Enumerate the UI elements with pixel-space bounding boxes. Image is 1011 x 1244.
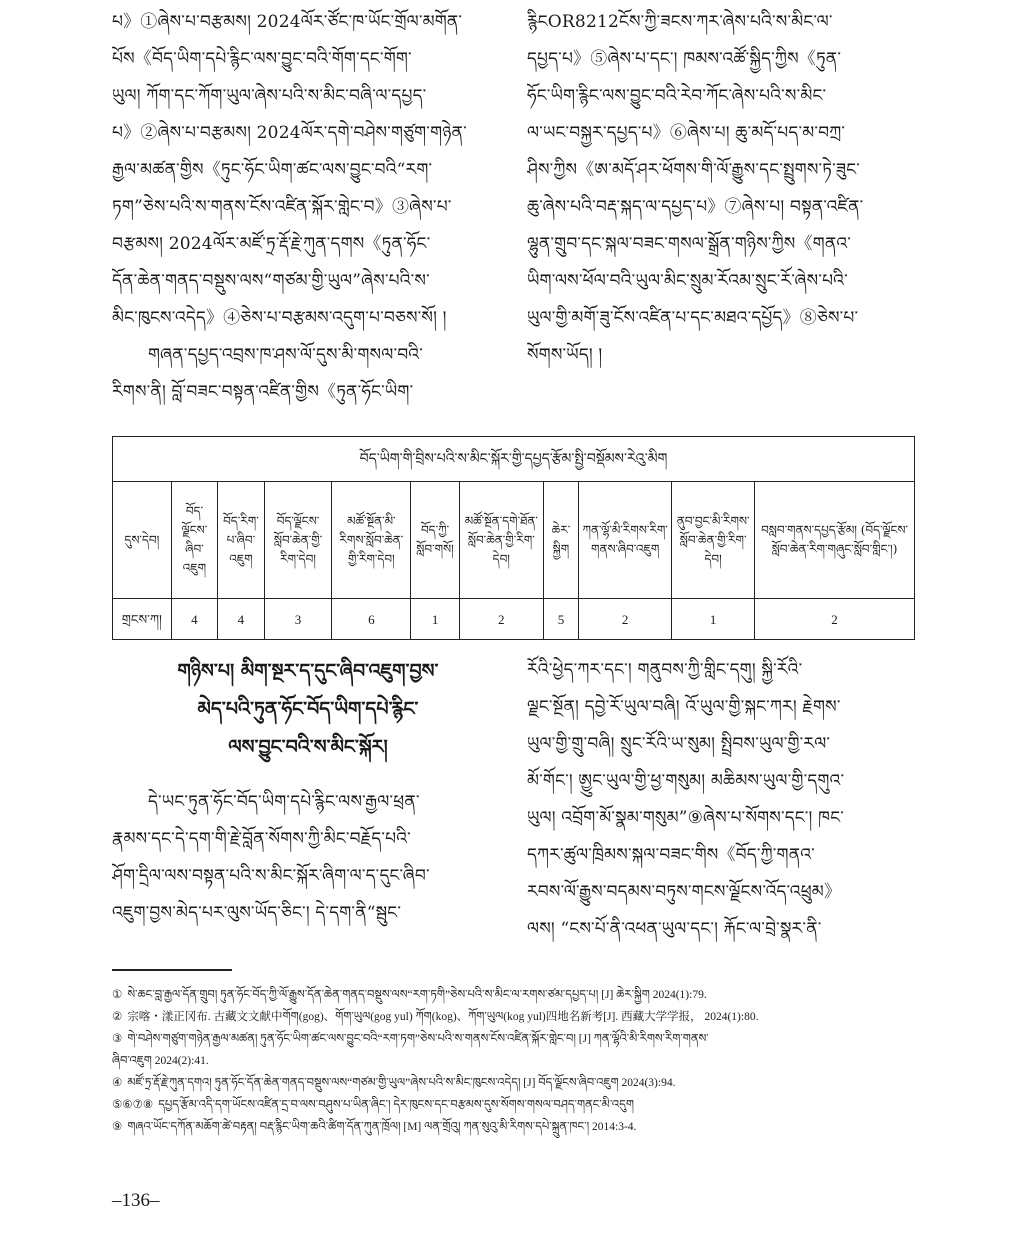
- body-line: ཡུལ། ཀོག་དང་ཀོག་ཡུལ་ཞེས་པའི་ས་མིང་བཞི་ལ་དཔྱད་: [112, 86, 427, 106]
- table-cell: 1: [672, 599, 755, 640]
- body-line: རྙིངOR8212ངོས་ཀྱི་ཟངས་ཀར་ཞེས་པའི་ས་མིང་ལ་: [527, 12, 833, 32]
- table-cell: 4: [171, 599, 218, 640]
- footnote-text: དཔྱད་རྩོམ་འདི་དག་ཡོངས་འཛིན་དྲ་བ་ལས་བཤུས་པ་ཡིན་ཞིང་། དེར་ཁུངས་དང་བརྩམས་དུས་སོགས་གསལ་བཤད་གནང་མི་འདུག: [158, 1099, 634, 1111]
- body-line: དཔྱད་པ》⑤ཞེས་པ་དང་། ཁམས་འཚོ་སྐྱིད་ཀྱིས《ཏུན་: [527, 49, 842, 69]
- body-line: རབས་ལོ་རྒྱུས་བདམས་བཏུས་གངས་ལྗོངས་འོད་འཕྲུམ》: [527, 882, 842, 902]
- body-line: ལས། “ངས་པོ་ནི་འཕན་ཡུལ་དང་། རྐོང་ལ་བྲེ་སྣར་ནི་: [527, 919, 822, 939]
- footnote-3: [112, 1028, 917, 1050]
- row-header-label: དུས་དེབ།: [113, 482, 172, 599]
- column-header: བོད་ལྗོངས་སློབ་ཆེན་གྱི་རིག་དེབ།: [264, 482, 332, 599]
- column-header: ཆེར་སྐྱིག: [543, 482, 578, 599]
- footnote-marker: ①: [112, 989, 123, 1001]
- body-line: པོས《བོད་ཡིག་དཔེ་རྙིང་ལས་བྱུང་བའི་གོག་དང་གོག་: [112, 49, 412, 69]
- column-header: མཚོ་སྔོན་དགེ་ཐོན་སློབ་ཆེན་གྱི་རིག་དེབ།: [459, 482, 543, 599]
- body-line: ལ་ཡང་བསྐྱར་དཔྱད་པ》⑥ཞེས་པ། ཆུ་མདོ་པད་མ་བཀྲ་: [527, 123, 846, 143]
- body-line: འཇུག་བྱས་མེད་པར་ལུས་ཡོད་ཅིང་། དེ་དག་ནི“སྦུང་: [112, 903, 402, 923]
- footnote-marker: ④: [112, 1077, 123, 1089]
- table-cell: 6: [332, 599, 411, 640]
- footnotes: [112, 984, 917, 1138]
- column-header: བོད་ཀྱི་སློབ་གསོ།: [411, 482, 460, 599]
- footnote-divider: [112, 969, 232, 971]
- body-line: རིགས་ནི། བློ་བཟང་བསྟན་འཛིན་གྱིས《ཏུན་ཧོང་ཡིག་: [112, 382, 414, 402]
- table-header-row: [113, 482, 915, 599]
- column-header: མཚོ་སྔོན་མི་རིགས་སློབ་ཆེན་གྱི་རིག་དེབ།: [332, 482, 411, 599]
- column-header: ནུབ་བྱང་མི་རིགས་སློབ་ཆེན་གྱི་རིག་དེབ།: [672, 482, 755, 599]
- footnote-marker: ③: [112, 1033, 123, 1045]
- body-line: པ》①ཞེས་པ་བརྩམས། 2024ལོར་ཙོང་ཁ་ཡོང་གྲོལ་མགོན་: [112, 12, 463, 32]
- body-line: སོགས་ཡོད། །: [527, 345, 603, 365]
- section-heading: [112, 652, 504, 766]
- body-line: མོ་གོང་། ཨྱུང་ཡུལ་གྱི་ཕྱ་གསུམ། མཆིམས་ཡུལ་གྱི་དགུའ་: [527, 771, 845, 791]
- footnote-text: 宗喀・漾正冈布. 古藏文文献中གོག(gog)、གོག་ཡུལ(gog yul) ཀོག(kog)、ཀོག་ཡུལ(kog yul)四地名新考[J]. 西藏大学学报， 2024(1):80.: [127, 1011, 759, 1023]
- table-cell: 1: [411, 599, 460, 640]
- body-line: ལྷུན་གྲུབ་དང་སྐལ་བཟང་གསལ་སྒྲོན་གཉིས་ཀྱིས《གནའ་: [527, 234, 852, 254]
- footnote-marker: ⑤⑥⑦⑧: [112, 1099, 154, 1111]
- body-line: ལྗང་སྔོན། དབྱེ་རོ་ཡུལ་བཞི། འོ་ཡུལ་གྱི་སྐང་ཀར། རྗེགས་: [527, 697, 841, 717]
- table-cell: 4: [218, 599, 265, 640]
- footnote-marker: ②: [112, 1011, 123, 1023]
- body-line: ཤིས་ཀྱིས《ཨ་མདོ་ཤར་ཕོགས་གི་ལོ་རྒྱུས་དང་སྤྲུགས་ཏེ་ཟུང་: [527, 160, 861, 180]
- section-heading-line: གཉིས་པ། མིག་སྔར་ད་དུང་ཞིབ་འཇུག་བྱས་: [177, 660, 439, 682]
- table-cell: 5: [543, 599, 578, 640]
- body-line: ཡུལ་གྱི་མགོ་ཟུ་ངོས་འཛིན་པ་དང་མཐའ་དཔྱོད》⑧ཅེས་པ་: [527, 308, 859, 328]
- body-line: ཤོག་དྲིལ་ལས་བསྟན་པའི་ས་མིང་སྐོར་ཞིག་ལ་ད་དུང་ཞིབ་: [112, 866, 430, 886]
- body-line: དོན་ཆེན་གནད་བསྡུས་ལས“གཙམ་གྱི་ཡུལ”ཞེས་པའི་ས་: [112, 271, 430, 291]
- paragraph-start-line: དེ་ཡང་ཏུན་ཧོང་བོད་ཡིག་དཔེ་རྙིང་ལས་རྒྱལ་ཕྲན་: [148, 792, 420, 812]
- page-number: –136–: [112, 1190, 160, 1211]
- body-column-left-bottom: [112, 784, 504, 932]
- body-line: རྣམས་དང་དེ་དག་གི་རྗེ་བློན་སོགས་ཀྱི་མིང་བརྗོད་པའི་: [112, 829, 411, 849]
- body-line: དཀར་ཚུལ་ཁྲིམས་སྐལ་བཟང་གིས《བོད་ཀྱི་གནའ་: [527, 845, 815, 865]
- footnote-4: [112, 1072, 917, 1094]
- table-row: [113, 599, 915, 640]
- body-line: ཡིག་ལས་ཕོལ་བའི་ཡུལ་མིང་སྲུམ་རོའམ་སྲུང་རོ་ཞེས་པའི་: [527, 271, 848, 291]
- table-cell: 2: [459, 599, 543, 640]
- footnote-text: གཞའ་ཡོང་དཀོན་མཆོག་ཚེ་བརྟན། བརྡ་རྙིང་ཡིག་ཆའི་ཚིག་དོན་ཀུན་ཁྲོལ། [M] ལན་གྲོའུ། ཀན་སུའུ་མི་རིགས་དཔེ་སྐྲུན་ཁང་། 2014:3-4.: [127, 1121, 637, 1133]
- column-header: བོད་ལྗོངས་ཞིབ་འཇུག: [171, 482, 218, 599]
- section-heading-line: མེད་པའི་ཏུན་ཧོང་བོད་ཡིག་དཔེ་རྙིང་: [197, 698, 419, 720]
- table-cell: 3: [264, 599, 332, 640]
- footnote-text: གེ་བཤེས་གཙུག་གཉེན་རྒྱལ་མཚན། ཏུན་ཧོང་ཡིག་ཚང་ལས་བྱུང་བའི“རག་ཏག”ཅེས་པའི་ས་གནས་ངོས་འཛིན་སྐོར་གླེང་བ། [J] ཀན་ལྷོའི་མི་རིགས་རིག་གནས་: [127, 1033, 709, 1045]
- section-heading-line: ལས་བྱུང་བའི་ས་མིང་སྐོར།: [228, 736, 388, 758]
- body-line: བརྩམས། 2024ལོར་མཛོ་ཏྲ་རྡོ་རྗེ་ཀུན་དགས《ཏུན་ཧོང་: [112, 234, 431, 254]
- footnote-5-8: [112, 1094, 917, 1116]
- column-header: བསླབ་གནས་དཔྱད་རྩོམ། (བོད་ལྗོངས་སློབ་ཆེན་རིག་གཞུང་སློབ་གླིང་།): [755, 482, 915, 599]
- paragraph-start-line: གཞན་དཔྱད་འབྲས་ཁ་ཤས་ལོ་དུས་མི་གསལ་བའི་: [148, 345, 423, 365]
- table-caption: བོད་ཡིག་གི་བྲིས་པའི་ས་མིང་སྐོར་གྱི་དཔྱད་རྩོམ་སྤྱི་བསྡོམས་རེའུ་མིག: [113, 437, 915, 482]
- body-line: ཧོང་ཡིག་རྙིང་ལས་བྱུང་བའི་རེབ་ཀོང་ཞེས་པའི་ས་མིང་: [527, 86, 827, 106]
- body-column-right-top: [527, 4, 919, 374]
- body-line: རོའི་ཕྱེད་ཀར་དང་། གནུབས་ཀྱི་གླིང་དགུ། སྐྱི་རོའི་: [527, 660, 803, 680]
- body-line: མིང་ཁུངས་འདེད》④ཅེས་པ་བརྩམས་འདུག་པ་བཅས་སོ། །: [112, 308, 447, 328]
- body-column-right-bottom: [527, 652, 919, 948]
- footnote-marker: ⑨: [112, 1121, 123, 1133]
- body-line: ཡུལ། འབྲོག་མོ་སྣམ་གསུམ”⑨ཞེས་པ་སོགས་དང་། ཁང་: [527, 808, 845, 828]
- body-line: པ》②ཞེས་པ་བརྩམས། 2024ལོར་དགེ་བཤེས་གཙུག་གཉེན་: [112, 123, 467, 143]
- body-line: རྒྱལ་མཚན་གྱིས《ཏུང་ཧོང་ཡིག་ཚང་ལས་བྱུང་བའི“རག་: [112, 160, 433, 180]
- footnote-2: [112, 1006, 917, 1028]
- body-line: ཏག”ཅེས་པའི་ས་གནས་ངོས་འཛིན་སྐོར་གླེང་བ》③ཞེས་པ་: [112, 197, 452, 217]
- footnote-text: མཛོ་ཏྲ་རྡོ་རྗེ་ཀུན་དགའ། ཏུན་ཧོང་དོན་ཆེན་གནད་བསྡུས་ལས“གཙམ་གྱི་ཡུལ”ཞེས་པའི་ས་མིང་ཁུངས་འདེད། [J] བོད་ལྗོངས་ཞིབ་འཇུག 2024(3):94.: [127, 1077, 676, 1089]
- footnote-3-continued: ཞིབ་འཇུག 2024(2):41.: [112, 1055, 209, 1067]
- row-label: གྲངས་ཀ།: [113, 599, 172, 640]
- column-header: བོད་རིག་པ་ཞིབ་འཇུག: [218, 482, 265, 599]
- journal-statistics-table: [112, 436, 915, 640]
- footnote-1: [112, 984, 917, 1006]
- table-cell: 2: [579, 599, 672, 640]
- body-line: ཆུ་ཞེས་པའི་བརྡ་སྐད་ལ་དཔྱད་པ》⑦ཞེས་པ། བསྟན་འཛིན་: [527, 197, 864, 217]
- footnote-text: སེ་ཆང་བླ་རྒྱལ་དོན་གྲུབ། ཏུན་ཧོང་བོད་ཀྱི་ལོ་རྒྱུས་དོན་ཆེན་གནད་བསྡུས་ལས“རག་ཏགི”ཅེས་པའི་ས་མིང་ལ་རགས་ཙམ་དཔྱད་པ། [J] ཆེར་སྐྱིག 2024(1):79.: [127, 989, 707, 1001]
- table-cell: 2: [755, 599, 915, 640]
- footnote-9: [112, 1116, 917, 1138]
- body-column-left-top: [112, 4, 504, 411]
- body-line: ཡུལ་གྱི་གྲུ་བཞི། སྲུང་རོའི་ཡ་སུམ། སྤྲིབས་ཡུལ་གྱི་རལ་: [527, 734, 831, 754]
- column-header: ཀན་ལྷོ་མི་རིགས་རིག་གནས་ཞིབ་འཇུག: [579, 482, 672, 599]
